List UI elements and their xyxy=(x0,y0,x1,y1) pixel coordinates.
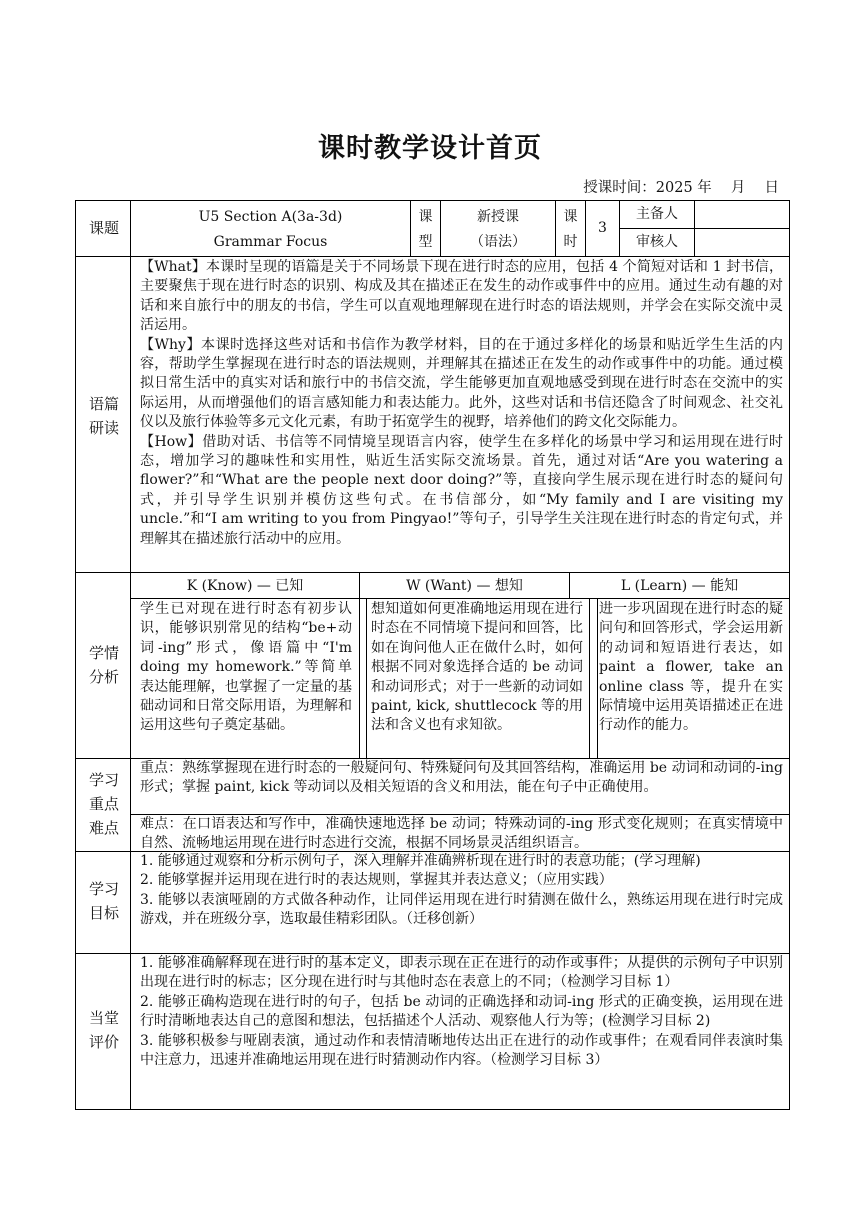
key-points-label-1: 学习 xyxy=(88,771,119,789)
type-label-1: 课 xyxy=(418,209,433,225)
page-title: 课时教学设计首页 xyxy=(318,133,542,164)
w-heading: W (Want) — 想知 xyxy=(406,578,523,594)
assessment-item: 2. 能够正确构造现在进行时的句子，包括 be 动词的正确选择和动词-ing 形式的正确变换，运用现在进行时清晰地表达自己的意图和想法，包括描述个人活动、观察他人行为等；(检测学习目标 2) xyxy=(140,993,783,1030)
type-value-1: 新授课 xyxy=(477,209,519,225)
learner-label-1: 学情 xyxy=(88,644,119,662)
topic-line-1: U5 Section A(3a-3d) xyxy=(198,209,343,225)
how-paragraph: 【How】借助对话、书信等不同情境呈现语言内容，使学生在多样化的场景中学习和运用现在进行时态，增加学习的趣味性和实用性，贴近生活实际交流场景。首先，通过对话“Are you watering a flower?”和“What are the people next door doing?”等，直接向学生展示现在进行时态的疑问句式，并引导学生识别并模仿这些句式。在书信部分，如“My family and I are visiting my uncle.”和“I am writing to you from Pingyao!”等句子，引导学生关注现在进行时态的肯定句式，并理解其在描述旅行活动中的应用。 xyxy=(140,433,783,547)
lesson-date: 授课时间：2025 年 月 日 xyxy=(583,180,779,196)
key-points-label-3: 难点 xyxy=(88,819,119,837)
objectives-label-2: 目标 xyxy=(88,904,119,922)
w-text: 想知道如何更准确地运用现在进行时态在不同情境下提问和回答，比如在询问他人正在做什么时，如何根据不同对象选择合适的 be 动词和动词形式；对于一些新的动词如 paint, kick, shuttlecock 等的用法和含义也有求知欲。 xyxy=(371,601,583,734)
assessment-label-1: 当堂 xyxy=(88,1009,119,1027)
text-study-label-1: 语篇 xyxy=(88,395,119,413)
type-label-2: 型 xyxy=(418,234,433,250)
objective-item: 1. 能够通过观察和分析示例句子，深入理解并准确辨析现在进行时的表意功能；(学习理解) xyxy=(140,853,701,869)
objective-item: 3. 能够以表演哑剧的方式做各种动作，让同伴运用现在进行时猜测在做什么，熟练运用现在进行时完成游戏，并在班级分享，选取最佳精彩团队。（迁移创新） xyxy=(140,891,783,928)
k-heading: K (Know) — 已知 xyxy=(186,578,304,594)
objectives-label-1: 学习 xyxy=(88,880,119,898)
topic-label: 课题 xyxy=(88,219,119,237)
reviewer-label: 审核人 xyxy=(636,234,678,250)
k-text: 学生已对现在进行时态有初步认识，能够识别常见的结构“be+动词-ing”形式，像语篇中“I'm doing my homework.”等简单表达能理解，也掌握了一定量的基础动词和日常交际用语，为理解和运用这些句子奠定基础。 xyxy=(140,601,352,734)
assessment-item: 1. 能够准确解释现在进行时的基本定义，即表示现在正在进行的动作或事件；从提供的示例句子中识别出现在进行时的标志；区分现在进行时与其他时态在表意上的不同；（检测学习目标 1） xyxy=(140,955,783,991)
objectives-list xyxy=(140,852,783,930)
lead-preparer-label: 主备人 xyxy=(636,206,678,222)
assessment-item: 3. 能够积极参与哑剧表演，通过动作和表情清晰地传达出正在进行的动作或事件；在观看同伴表演时集中注意力，迅速并准确地运用现在进行时猜测动作内容。（检测学习目标 3） xyxy=(140,1032,783,1069)
difficulty-text: 难点：在口语表达和写作中，准确快速地选择 be 动词；特殊动词的-ing 形式变化规则；在真实情境中自然、流畅地运用现在进行时态进行交流，根据不同场景灵活组织语言。 xyxy=(140,816,783,852)
focus-text: 重点：熟练掌握现在进行时态的一般疑问句、特殊疑问句及其回答结构，准确运用 be 动词和动词的-ing 形式；掌握 paint, kick 等动词以及相关短语的含义和用法，能在句子中正确使用。 xyxy=(140,760,783,796)
assessment-label-2: 评价 xyxy=(88,1033,119,1051)
key-points-label-2: 重点 xyxy=(88,795,119,813)
objective-item: 2. 能够掌握并运用现在进行时的表达规则，掌握其并表达意义；（应用实践） xyxy=(140,872,613,889)
hours-label-2: 时 xyxy=(563,234,578,250)
hours-value: 3 xyxy=(598,220,607,236)
topic-line-2: Grammar Focus xyxy=(213,234,328,250)
l-text: 进一步巩固现在进行时态的疑问句和回答形式，学会运用新的动词和短语进行表达，如 paint a flower, take an online class 等，提升在实际情境中运用英语描述正在进行动作的能力。 xyxy=(599,601,783,734)
l-heading: L (Learn) — 能知 xyxy=(620,578,739,594)
what-paragraph: 【What】本课时呈现的语篇是关于不同场景下现在进行时态的应用，包括 4 个简短对话和 1 封书信，主要聚焦于现在进行时态的识别、构成及其在描述正在发生的动作或事件中的应用。通过生动有趣的对话和来自旅行中的朋友的书信，学生可以直观地理解现在进行时态的语法规则，并学会在实际交流中灵活运用。 xyxy=(140,259,783,334)
type-value-2: （语法） xyxy=(470,234,526,250)
learner-label-2: 分析 xyxy=(88,668,119,686)
assessment-list xyxy=(140,954,783,1070)
text-study-label-2: 研读 xyxy=(88,419,119,437)
hours-label-1: 课 xyxy=(563,209,578,225)
text-study-content xyxy=(140,258,783,549)
why-paragraph: 【Why】本课时选择这些对话和书信作为教学材料，目的在于通过多样化的场景和贴近学生生活的内容，帮助学生掌握现在进行时态的语法规则，并理解其在描述正在发生的动作或事件中的功能。通过模拟日常生活中的真实对话和旅行中的书信交流，学生能够更加直观地感受到现在进行时态在交流中的实际运用，从而增强他们的语言感知能力和表达能力。此外，这些对话和书信还隐含了时间观念、社交礼仪以及旅行体验等多元文化元素，有助于拓宽学生的视野，培养他们的跨文化交际能力。 xyxy=(140,336,783,431)
